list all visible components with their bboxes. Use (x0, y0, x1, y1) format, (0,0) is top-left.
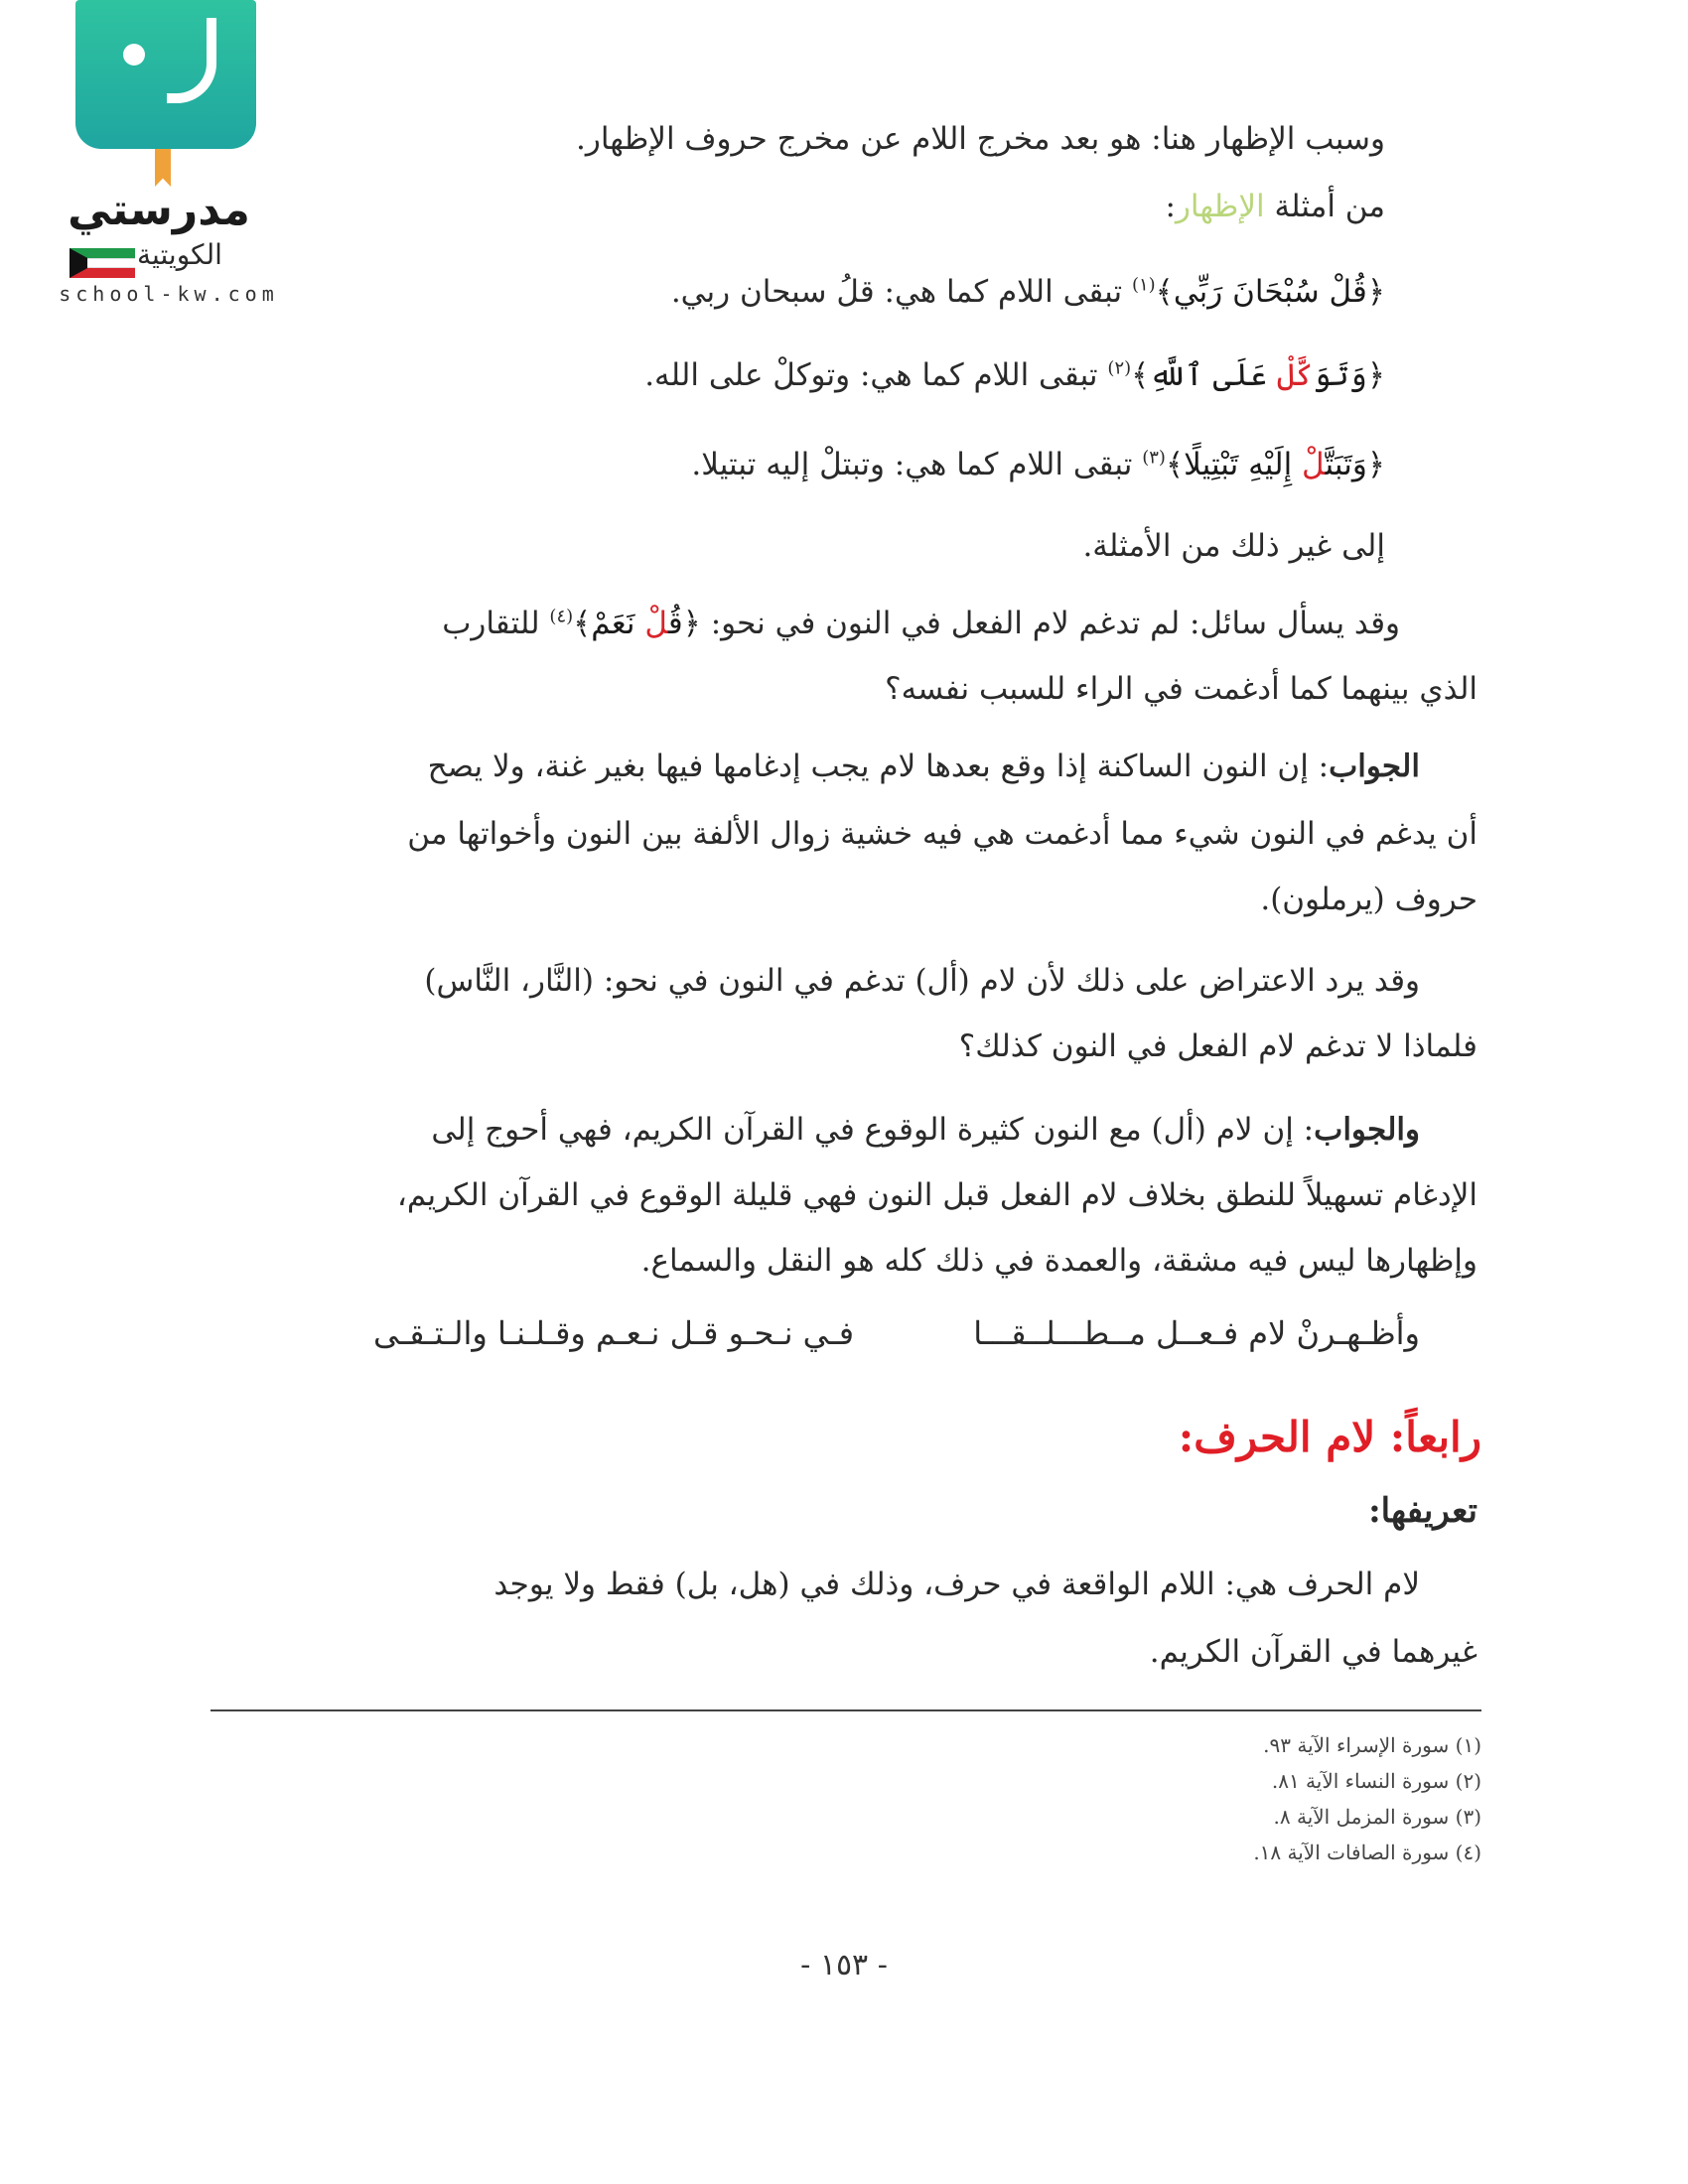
text-line: أن يدغم في النون شيء مما أدغمت هي فيه خشية زوال الألفة بين النون وأخواتها من (407, 816, 1477, 852)
text-line: وسبب الإظهار هنا: هو بعد مخرج اللام عن مخرج حروف الإظهار. (576, 121, 1385, 157)
logo-subtitle: الكويتية (137, 238, 222, 271)
section-heading: رابعاً: لام الحرف: (1178, 1413, 1481, 1461)
answer-label: الجواب (1329, 749, 1420, 784)
footnote-divider (211, 1709, 1481, 1711)
answer-label: والجواب (1314, 1112, 1420, 1148)
quran-verse: ﴿قُلْ سُبْحَانَ رَبِّي﴾ (1155, 274, 1385, 310)
text-line: وقد يرد الاعتراض على ذلك لأن لام (أل) تدغم في النون في نحو: (النَّار، النَّاس) (424, 963, 1420, 999)
text-line: الجواب: إن النون الساكنة إذا وقع بعدها لام يجب إدغامها فيها بغير غنة، ولا يصح (427, 749, 1420, 784)
text-line: وقد يسأل سائل: لم تدغم لام الفعل في النون في نحو: ﴿قُلْ نَعَمْ﴾$^{(٤)}$ للتقارب (442, 606, 1400, 641)
footnote: (٢) سورة النساء الآية ٨١. (1271, 1769, 1481, 1793)
text-line: لام الحرف هي: اللام الواقعة في حرف، وذلك في (هل، بل) فقط ولا يوجد (493, 1567, 1420, 1602)
text-line: من أمثلة الإظهار: (1165, 189, 1385, 224)
text-line: غيرهما في القرآن الكريم. (1149, 1634, 1477, 1670)
footnote: (٣) سورة المزمل الآية ٨. (1273, 1805, 1481, 1829)
example-line: ﴿وَتَوَكَّلْ عَلَى ٱللَّهِ﴾$^{(٢)}$ تبقى اللام كما هي: وتوكلْ على الله. (644, 357, 1385, 393)
example-line: ﴿قُلْ سُبْحَانَ رَبِّي﴾$^{(١)}$ تبقى اللام كما هي: قلُ سبحان ربي. (670, 274, 1385, 310)
page-number: - ١٥٣ - (800, 1948, 888, 1982)
text-line: والجواب: إن لام (أل) مع النون كثيرة الوقوع في القرآن الكريم، فهي أحوج إلى (431, 1112, 1420, 1148)
highlighted-word: الإظهار (1175, 189, 1265, 224)
red-letter: لْ (644, 606, 668, 641)
footnote: (١) سورة الإسراء الآية ٩٣. (1263, 1733, 1481, 1757)
bookmark-icon (155, 149, 171, 187)
book-icon (75, 0, 256, 149)
text-line: الذي بينهما كما أدغمت في الراء للسبب نفسه؟ (885, 671, 1477, 707)
footnote: (٤) سورة الصافات الآية ١٨. (1253, 1841, 1481, 1864)
site-logo (20, 0, 318, 308)
poem-second-hemistich: فـي نـحـو قـل نـعـم وقـلـنـا والـتـقـى (373, 1314, 854, 1352)
red-letter: لْ (1302, 447, 1326, 482)
logo-title: مدرستي (68, 185, 250, 235)
text-line: وإظهارها ليس فيه مشقة، والعمدة في ذلك كله هو النقل والسماع. (640, 1243, 1477, 1279)
logo-url: school-kw.com (59, 282, 279, 306)
example-line: ﴿وَتَبَتَّلْ إِلَيْهِ تَبْتِيلًا﴾$^{(٣)}$ تبقى اللام كما هي: وتبتلْ إليه تبتيلا. (691, 447, 1385, 482)
text-line: حروف (يرملون). (1260, 882, 1477, 917)
text-line: فلماذا لا تدغم لام الفعل في النون كذلك؟ (958, 1028, 1477, 1064)
poem-first-hemistich: وأظـهـرنْ لام فـعــل مــطـــلــقـــا (973, 1314, 1420, 1352)
kuwait-flag-icon (70, 248, 135, 278)
text-line: إلى غير ذلك من الأمثلة. (1082, 528, 1385, 564)
red-letter: كَّلْ (1277, 357, 1314, 393)
text-line: الإدغام تسهيلاً للنطق بخلاف لام الفعل قبل النون فهي قليلة الوقوع في القرآن الكريم، (396, 1177, 1477, 1213)
subsection-heading: تعريفها: (1368, 1491, 1477, 1531)
